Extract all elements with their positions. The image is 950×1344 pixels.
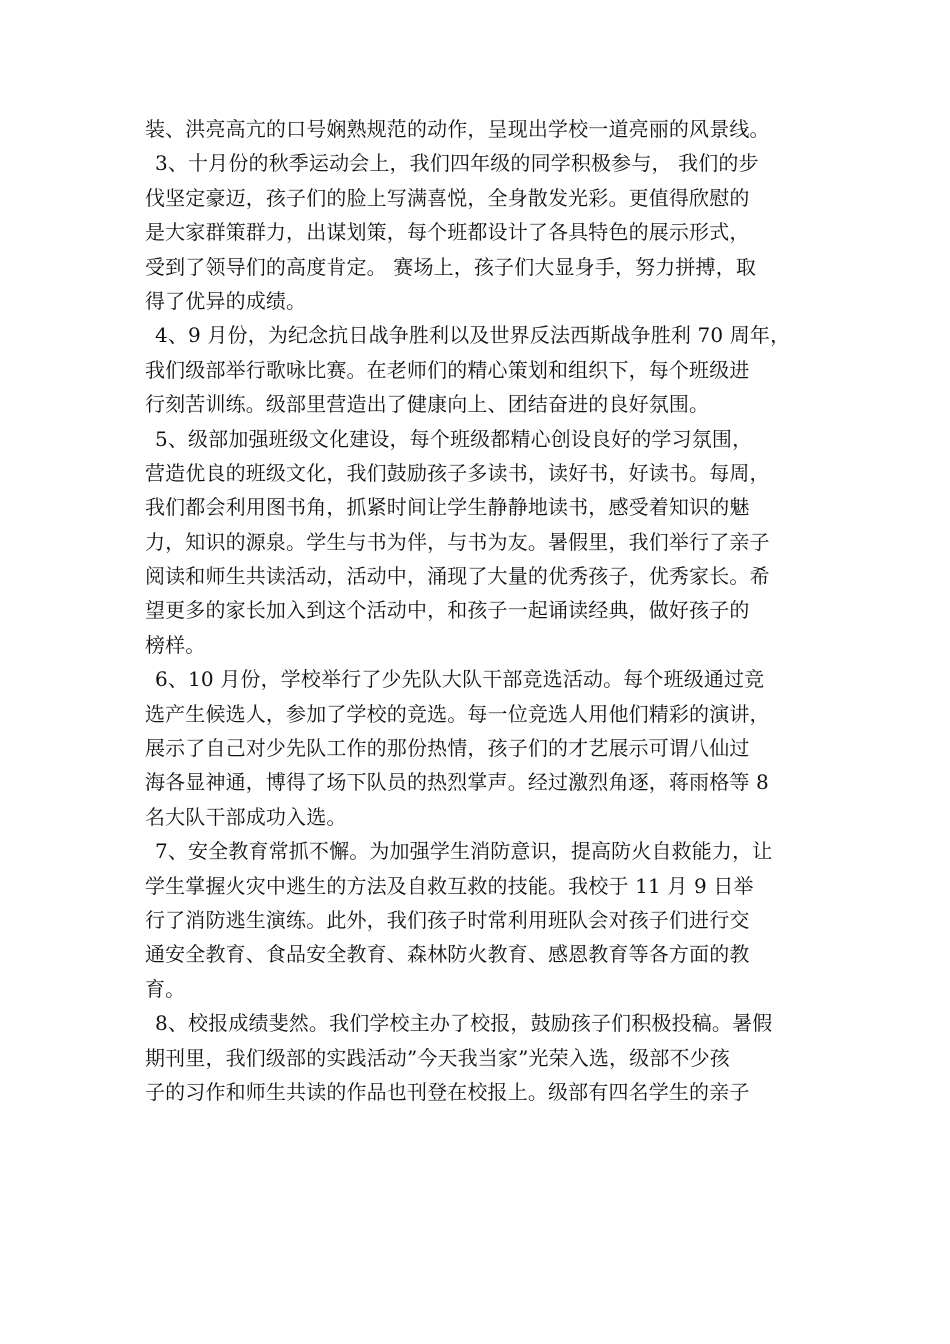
text-line: 育。 — [145, 976, 186, 1001]
text-line: 3、十月份的秋季运动会上，我们四年级的同学积极参与， 我们的步 — [155, 151, 759, 176]
text-line: 期刊里，我们级部的实践活动”今天我当家”光荣入选，级部不少孩 — [145, 1045, 730, 1070]
text-line: 望更多的家长加入到这个活动中，和孩子一起诵读经典，做好孩子的 — [145, 598, 750, 623]
text-line: 榜样。 — [145, 632, 206, 657]
text-line: 7、安全教育常抓不懈。为加强学生消防意识，提高防火自救能力，让 — [155, 839, 773, 864]
text-line: 是大家群策群力，出谋划策，每个班都设计了各具特色的展示形式， — [145, 220, 750, 245]
text-line: 行刻苦训练。级部里营造出了健康向上、团结奋进的良好氛围。 — [145, 392, 710, 417]
text-line: 4、9 月份，为纪念抗日战争胜利以及世界反法西斯战争胜利 70 周年， — [155, 323, 791, 348]
text-line: 受到了领导们的高度肯定。 赛场上，孩子们大显身手，努力拼搏，取 — [145, 254, 757, 279]
text-line: 8、校报成绩斐然。我们学校主办了校报，鼓励孩子们积极投稿。暑假 — [155, 1011, 773, 1036]
document-body-text — [145, 112, 835, 1109]
text-line: 我们级部举行歌咏比赛。在老师们的精心策划和组织下，每个班级进 — [145, 357, 750, 382]
text-line: 展示了自己对少先队工作的那份热情，孩子们的才艺展示可谓八仙过 — [145, 736, 750, 761]
text-line: 5、级部加强班级文化建设，每个班级都精心创设良好的学习氛围， — [155, 426, 753, 451]
text-line: 名大队干部成功入选。 — [145, 804, 347, 829]
text-line: 通安全教育、食品安全教育、森林防火教育、感恩教育等各方面的教 — [145, 942, 750, 967]
text-line: 营造优良的班级文化，我们鼓励孩子多读书，读好书，好读书。每周， — [145, 460, 770, 485]
text-line: 力，知识的源泉。学生与书为伴，与书为友。暑假里，我们举行了亲子 — [145, 529, 770, 554]
text-line: 得了优异的成绩。 — [145, 288, 307, 313]
text-line: 学生掌握火灾中逃生的方法及自救互救的技能。我校于 11 月 9 日举 — [145, 873, 754, 898]
text-line: 伐坚定豪迈，孩子们的脸上写满喜悦，全身散发光彩。更值得欣慰的 — [145, 185, 750, 210]
text-line: 选产生候选人，参加了学校的竞选。每一位竞选人用他们精彩的演讲， — [145, 701, 770, 726]
text-line: 6、10 月份，学校举行了少先队大队干部竞选活动。每个班级通过竞 — [155, 667, 765, 692]
text-line: 子的习作和师生共读的作品也刊登在校报上。级部有四名学生的亲子 — [145, 1079, 750, 1104]
text-line: 我们都会利用图书角，抓紧时间让学生静静地读书，感受着知识的魅 — [145, 495, 750, 520]
text-line: 海各显神通，博得了场下队员的热烈掌声。经过激烈角逐，蒋雨格等 8 — [145, 770, 769, 795]
text-line: 阅读和师生共读活动，活动中，涌现了大量的优秀孩子，优秀家长。希 — [145, 564, 770, 589]
text-line: 装、洪亮高亢的口号娴熟规范的动作，呈现出学校一道亮丽的风景线。 — [145, 117, 770, 141]
text-line: 行了消防逃生演练。此外，我们孩子时常利用班队会对孩子们进行交 — [145, 907, 750, 932]
